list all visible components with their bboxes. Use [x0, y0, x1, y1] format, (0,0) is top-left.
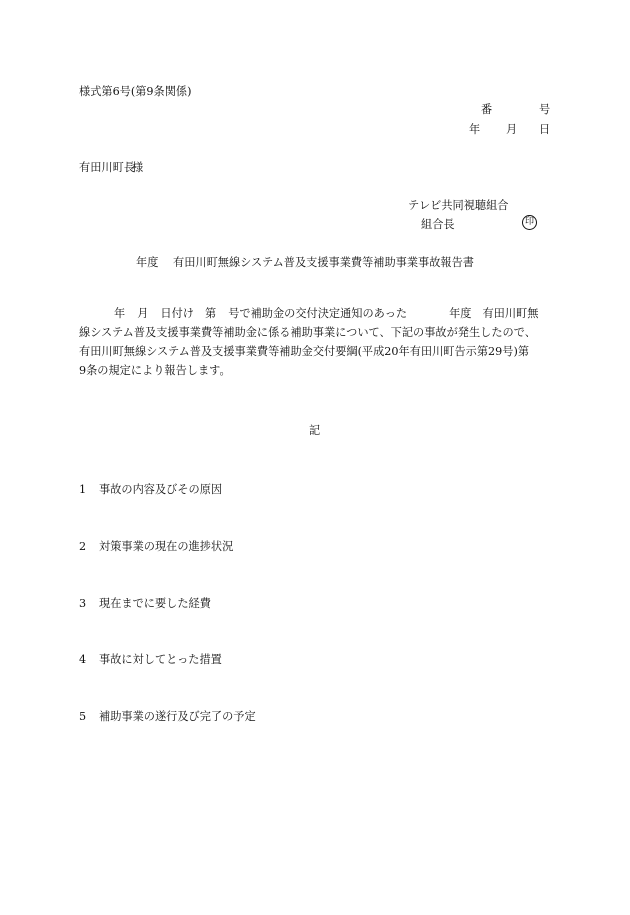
list-item [79, 711, 256, 722]
body-month: 月 [137, 307, 149, 320]
body-nendo: 年度 [449, 307, 472, 320]
ki-heading: 記 [309, 424, 321, 437]
body-day-dated: 日付け [160, 307, 194, 320]
list-item [79, 654, 222, 665]
item-number: 1 [79, 483, 87, 496]
item-label: 事故に対してとった措置 [99, 653, 222, 666]
body-year: 年 [114, 307, 126, 320]
sender-organization: テレビ共同視聴組合 [408, 199, 509, 212]
item-number: 2 [79, 540, 87, 553]
body-line-3: 有田川町無線システム普及支援事業費等補助金交付要綱(平成20年有田川町告示第29号)第 [79, 345, 530, 358]
date-day-label: 日 [539, 123, 551, 136]
seal-stamp-icon: 印 [522, 215, 537, 230]
title-year-label: 年度 [136, 256, 159, 269]
item-label: 現在までに要した経費 [99, 597, 211, 610]
list-item [79, 541, 233, 552]
item-number: 3 [79, 597, 87, 610]
item-label: 対策事業の現在の進捗状況 [99, 540, 234, 553]
body-gou-text: 号で補助金の交付決定通知のあった [228, 307, 408, 320]
item-number: 5 [79, 710, 87, 723]
item-number: 4 [79, 653, 87, 666]
report-body [79, 304, 557, 380]
form-number: 様式第6号(第9条関係) [79, 85, 192, 98]
document-number-suffix: 号 [539, 103, 551, 116]
addressee-honorific: 様 [132, 161, 144, 174]
document-title: 有田川町無線システム普及支援事業費等補助事業事故報告書 [173, 256, 474, 269]
body-line-2: 線システム普及支援事業費等補助金に係る補助事業について、下記の事故が発生したので、 [79, 326, 536, 339]
addressee-name: 有田川町長 [79, 161, 135, 174]
body-line-1-tail: 有田川町無 [482, 307, 539, 320]
item-label: 補助事業の遂行及び完了の予定 [99, 710, 256, 723]
sender-title: 組合長 [421, 218, 455, 231]
list-item [79, 598, 211, 609]
document-number-label: 番 [481, 103, 493, 116]
item-label: 事故の内容及びその原因 [99, 483, 223, 496]
list-item [79, 484, 222, 495]
body-dai: 第 [204, 307, 217, 320]
body-line-1 [79, 304, 557, 323]
date-year-label: 年 [469, 123, 481, 136]
date-month-label: 月 [506, 123, 518, 136]
body-line-4: 9条の規定により報告します。 [79, 364, 231, 377]
